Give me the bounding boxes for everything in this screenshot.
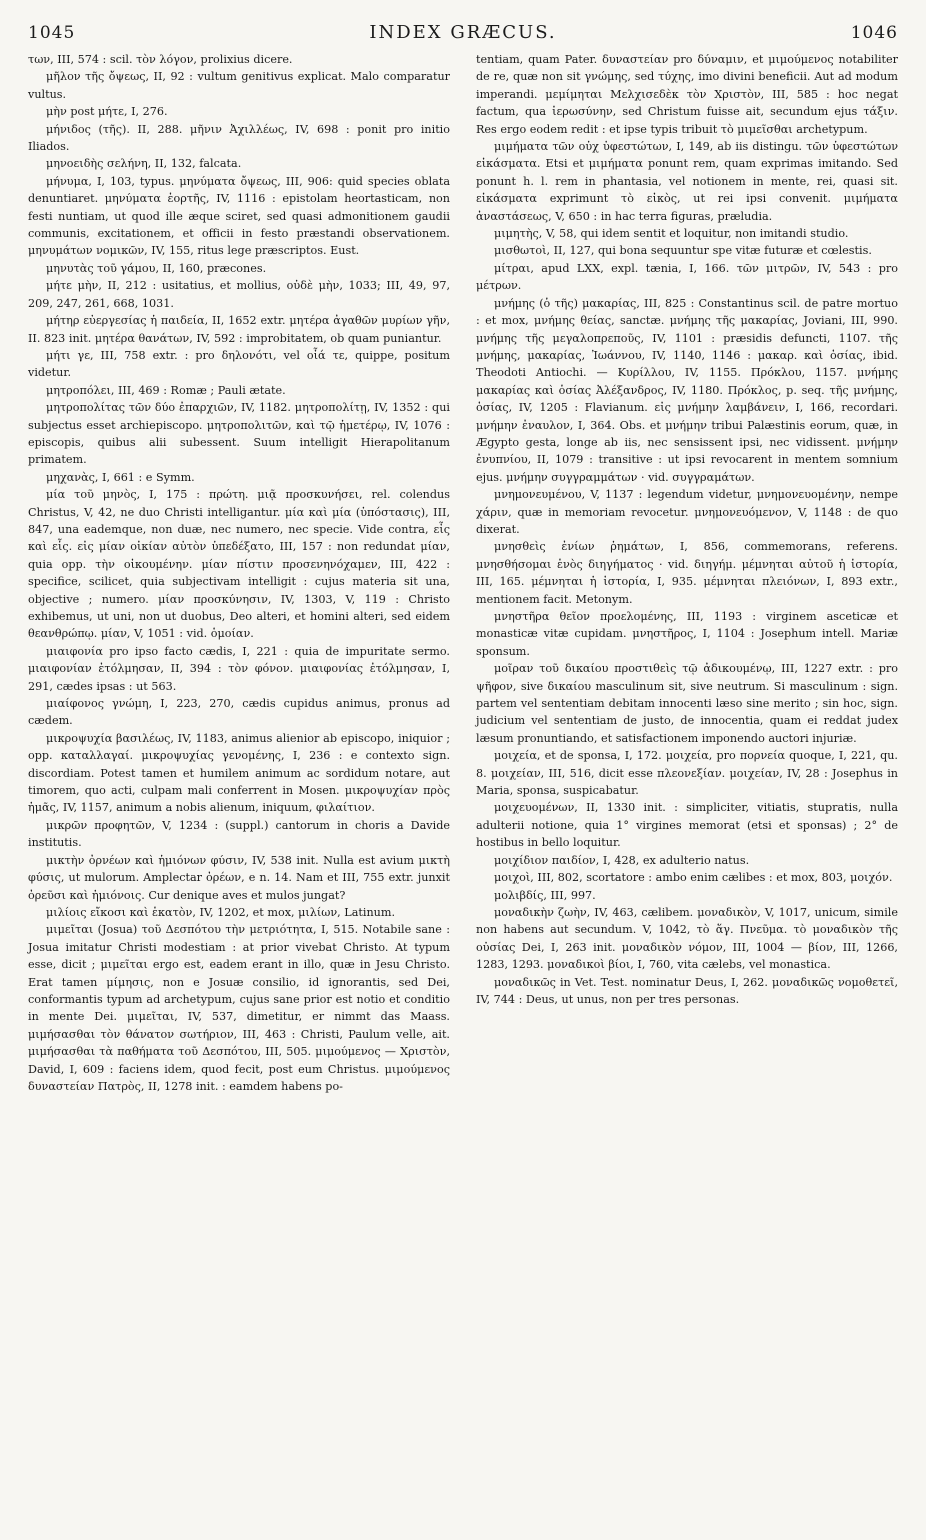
index-entry: μηνοειδὴς σελήνη, II, 132, falcata. — [46, 157, 242, 171]
index-entry: μήνιδος (τῆς). II, 288. μῆνιν Ἀχιλλέως, IV, 698 : ponit pro initio Iliados. — [28, 122, 450, 154]
index-entry: μιλίοις εἴκοσι καὶ ἑκατὸν, IV, 1202, et mox, μιλίων, Latinum. — [46, 905, 396, 919]
index-entry: μισθωτοὶ, II, 127, qui bona sequuntur spe vitæ futuræ et cœlestis. — [494, 244, 872, 258]
index-entry: μητροπόλει, III, 469 : Romæ ; Pauli ætate. — [46, 383, 286, 397]
left-column — [28, 51, 450, 1095]
index-entry: μνήμης (ὁ τῆς) μακαρίας, III, 825 : Constantinus scil. de patre mortuo : et mox, μνήμης θείας, sanctæ. μνήμης τῆς μακαρίας, Joviani, III, 990. μνήμης τῆς μεγαλοπρεποῦς, IV, 1101 : præsidis defuncti, 1107. τῆς μνήμης, μακαρίας, Ἰωάννου, IV, 1140, 1146 : μακαρ. καὶ ὁσίας, ibid. Theodoti Antiochi. — Κυρίλλου, IV, 1155. Πρόκλου, 1157. μνήμης μακαρίας καὶ ὁσίας Ἀλέξανδρος, IV, 1180. Πρόκλος, p. seq. τῆς μνήμης, ὁσίας, IV, 1205 : Flavianum. εἰς μνήμην λαμβάνειν, I, 166, recordari. μνήμην ἐναυλον, I, 364. Obs. et μνήμην tribui Palæstinis eorum, quæ, in Ægypto gesta, longe ab iis, nec sensissent ipsi, nec vidissent. μνήμην ἐνυπνίου, II, 1079 : transitive : ut ipsi revocarent in mentem somnium ejus. μνήμην συγγραμμάτων · vid. συγγραμάτων. — [476, 296, 898, 484]
text-columns — [28, 51, 898, 1095]
index-entry: μικρῶν προφητῶν, V, 1234 : (suppl.) cantorum in choris a Davide institutis. — [28, 818, 450, 850]
index-title: INDEX GRÆCUS. — [369, 22, 557, 43]
index-entry: μιαίφονος γνώμη, I, 223, 270, cædis cupidus animus, pronus ad cædem. — [28, 697, 450, 728]
index-entry: μνημονευμένου, V, 1137 : legendum videtur, μνημονευομένην, nempe χάριν, quæ in memoriam revocetur. μνημονευόμενον, V, 1148 : de quo dixerat. — [476, 488, 898, 536]
index-entry: μοιχίδιον παιδίον, I, 428, ex adulterio natus. — [494, 853, 750, 867]
index-entry: μνηστῆρα θεῖον προελομένης, III, 1193 : virginem asceticæ et monasticæ vitæ cupidam. μνηστῆρος, I, 1104 : Josephum intell. Mariæ sponsum. — [476, 610, 898, 658]
index-entry: μοιχευομένων, II, 1330 init. : simpliciter, vitiatis, stupratis, nulla adulterii notione, quia 1° virgines memorat (etsi et sponsas) ; 2° de hostibus in bello loquitur. — [476, 801, 898, 850]
index-entry: μοιχεία, et de sponsa, I, 172. μοιχεία, pro πορνεία quoque, I, 221, qu. 8. μοιχείαν, III, 516, dicit esse πλεονεξίαν. μοιχείαν, IV, 28 : Josephus in Maria, sponsa, suspicabatur. — [476, 749, 898, 798]
index-entry: μικροψυχία βασιλέως, IV, 1183, animus alienior ab episcopo, iniquior ; opp. καταλλαγαί. μικροψυχίας γενομένης, I, 236 : e contexto sign. discordiam. Potest tamen et humilem animum ac sordidum notare, aut timorem, quo acti, culpam mali conferrent in Mosen. μικροψυχίαν πρὸς ἡμᾶς, IV, 1157, animum a nobis alienum, iniquum, φιλαίτιον. — [28, 731, 450, 815]
index-entry: μιμητὴς, V, 58, qui idem sentit et loquitur, non imitandi studio. — [494, 227, 849, 241]
index-entry: μητροπολίτας τῶν δύο ἐπαρχιῶν, IV, 1182. μητροπολίτῃ, IV, 1352 : qui subjectus esset archiepiscopo. μητροπολιτῶν, καὶ τῷ ἡμετέρῳ, IV, 1076 : episcopis, quibus alii subessent. Suum intelligit Hierapolitanum primatem. — [28, 401, 450, 467]
index-entry: μοναδικὴν ζωὴν, IV, 463, cælibem. μοναδικὸν, V, 1017, unicum, simile non habens aut secundum. V, 1042, τὸ ἅγ. Πνεῦμα. τὸ μοναδικὸν τῆς οὐσίας Dei, I, 263 init. μοναδικὸν νόμον, III, 1004 — βίον, III, 1266, 1283, 1293. μοναδικοὶ βίοι, I, 760, vita cælebs, vel monastica. — [476, 905, 898, 972]
index-entry: μίτραι, apud LXX, expl. tænia, I, 166. τῶν μιτρῶν, IV, 543 : pro μέτρων. — [476, 261, 898, 293]
index-entry: μοιχοὶ, III, 802, scortatore : ambo enim cælibes : et mox, 803, μοιχόν. — [494, 871, 893, 885]
index-entry: μοῖραν τοῦ δικαίου προστιθεὶς τῷ ἀδικουμένῳ, III, 1227 extr. : pro ψῆφον, sive δικαίου masculinum sit, sive neutrum. Si masculinum : sign. partem vel sententiam debitam innocenti læso sine merito ; sin hoc, sign. judicium vel sententiam de justo, de innocentia, quam ei reddat judex læsum pronuntiando, et satisfactionem imponendo auctori injuriæ. — [476, 662, 898, 745]
index-entry: μηνυτὰς τοῦ γάμου, II, 160, præcones. — [46, 261, 267, 275]
index-entry: μιμήματα τῶν οὐχ ὑφεστώτων, I, 149, ab iis distingu. τῶν ὑφεστώτων εἰκάσματα. Etsi et μιμήματα ponunt rem, quam exprimas imitando. Sed ponunt h. l. rem in phantasia, vel notionem in mente, rei, quasi sit. εἰκάσματα exprimunt τὸ εἰκὸς, ut rei ipsi convenit. μιμήματα ἀναστάσεως, V, 650 : in hac terra figuras, præludia. — [476, 140, 898, 223]
index-entry: μικτὴν ὀρνέων καὶ ἡμιόνων φύσιν, IV, 538 init. Nulla est avium μικτὴ φύσις, ut mulorum. Amplectar ὀρέων, e n. 14. Nam et III, 755 extr. junxit ὀρεῦσι καὶ ἡμιόνοις. Cur denique aves et mulos jungat? — [28, 853, 450, 902]
running-header — [28, 22, 898, 43]
index-entry: μιμεῖται (Josua) τοῦ Δεσπότου τὴν μετριότητα, I, 515. Notabile sane : Josua imitatur Christi modestiam : at prior vivebat Christo. At typum esse, dicit ; μιμεῖται ergo est, eadem erant in illo, quæ in Jesu Christo. Erat tamen μίμησις, non e Josuæ consilio, id ignorantis, sed Dei, conformantis typum ad archetypum, cujus sane prior est notio et conditio in mente Dei. μιμεῖται, IV, 537, dimetitur, er nimmt das Maass. μιμήσασθαι τὸν θάνατον σωτήριον, III, 463 : Christi, Paulum velle, ait. μιμήσασθαι τὰ παθήματα τοῦ Δεσπότου, III, 505. μιμούμενος — Χριστὸν, David, I, 609 : faciens idem, quod fecit, post eum Christus. μιμούμενος δυναστείαν Πατρὸς, II, 1278 init. : eamdem habens po- — [28, 923, 450, 1093]
index-entry: tentiam, quam Pater. δυναστείαν pro δύναμιν, et μιμούμενος notabiliter de re, quæ non sit γνώμης, sed τύχης, imo divini beneficii. Aut ad modum imperandi. μεμίμηται Μελχισεδὲκ τὸν Χριστὸν, III, 585 : hoc negat factum, qua ἱερωσύνην, sed Christum fuisse ait, secundum ejus τάξιν. Res ergo eodem redit : et ipse typis tribuit τὸ μιμεῖσθαι archetypum. — [476, 53, 898, 136]
right-column — [476, 51, 898, 1095]
index-entry: μὴν post μήτε, I, 276. — [46, 105, 168, 119]
index-entry: μηχανὰς, I, 661 : e Symm. — [46, 470, 195, 484]
index-entry: μιαιφονία pro ipso facto cædis, I, 221 : quia de impuritate sermo. μιαιφονίαν ἐτόλμησαν, II, 394 : τὸν φόνον. μιαιφονίας ἐτόλμησαν, I, 291, cædes ipsas : ut 563. — [28, 644, 450, 693]
index-entry: μήνυμα, I, 103, typus. μηνύματα ὄψεως, III, 906: quid species oblata denuntiaret. μηνύματα ἑορτῆς, IV, 1116 : epistolam heortasticam, non festi nuntiam, ut quod ille æque sciret, sed quasi admonitionem gaudii communis, excitationem, et officii in festo præstandi observationem. μηνυμάτων νομικῶν, IV, 155, ritus lege præscriptos. Eust. — [28, 174, 450, 258]
right-page-number: 1046 — [850, 23, 898, 43]
index-entry: μία τοῦ μηνὸς, I, 175 : πρώτη. μιᾷ προσκυνήσει, rel. colendus Christus, V, 42, ne duo Christi intelligantur. μία καὶ μία (ὑπόστασις), III, 847, una eademque, non duæ, nec numero, nec specie. Vide contra, εἷς καὶ εἷς. εἰς μίαν οἰκίαν αὐτὸν ὑπεδέξατο, III, 157 : non redundat μίαν, quia opp. τὴν οἰκουμένην. μίαν πίστιν προσενηνόχαμεν, III, 422 : specifice, scilicet, quia subjectivam intelligit : cujus materia sit una, objective ; numero. μίαν προσκύνησιν, IV, 1303, V, 119 : Christo exhibemus, ut uni, non ut duobus, Deo alteri, et homini alteri, sed eidem θεανθρώπῳ. μίαν, V, 1051 : vid. ὁμοίαν. — [28, 488, 450, 641]
index-entry: μῆλον τῆς ὄψεως, II, 92 : vultum genitivus explicat. Malo comparatur vultus. — [28, 70, 450, 101]
index-entry: των, III, 574 : scil. τὸν λόγον, prolixius dicere. — [28, 53, 293, 66]
index-entry: μοναδικῶς in Vet. Test. nominatur Deus, I, 262. μοναδικῶς νομοθετεῖ, IV, 744 : Deus, ut unus, non per tres personas. — [476, 975, 898, 1006]
left-page-number: 1045 — [28, 23, 76, 43]
index-entry: μολιβδίς, III, 997. — [494, 888, 596, 902]
index-entry: μήτε μὴν, II, 212 : usitatius, et mollius, οὐδὲ μὴν, 1033; III, 49, 97, 209, 247, 261, 668, 1031. — [28, 279, 450, 310]
index-entry: μνησθεὶς ἐνίων ῥημάτων, I, 856, commemorans, referens. μνησθήσομαι ἑνὸς διηγήματος · vid. διηγήμ. μέμνηται αὐτοῦ ἡ ἱστορία, III, 165. μέμνηται ἡ ἱστορία, I, 935. μέμνηται πλειόνων, I, 893 extr., mentionem facit. Metonym. — [476, 540, 898, 606]
index-entry: μήτι γε, III, 758 extr. : pro δηλονότι, vel οἷά τε, quippe, positum videtur. — [28, 348, 450, 380]
index-entry: μήτηρ εὐεργεσίας ἡ παιδεία, II, 1652 extr. μητέρα ἀγαθῶν μυρίων γῆν, II. 823 init. μητέρα θανάτων, IV, 592 : improbitatem, ob quam puniantur. — [28, 314, 450, 345]
